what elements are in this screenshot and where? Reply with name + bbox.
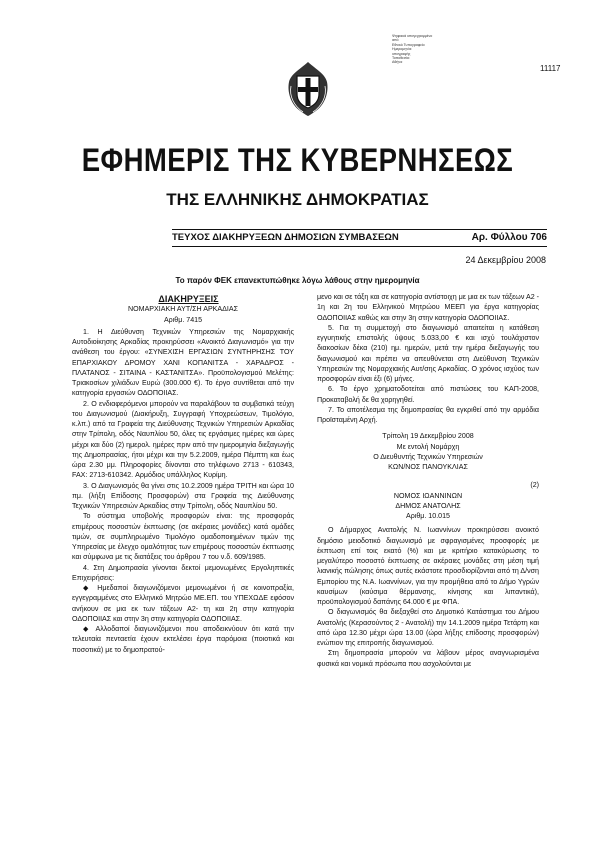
signature-name: ΚΩΝ/ΝΟΣ ΠΑΝΟΥΚΛΙΑΣ: [388, 463, 468, 471]
digital-signature-stamp: [392, 34, 512, 65]
left-column: [72, 294, 294, 655]
stamp-line: Ημερομηνία:: [392, 47, 413, 52]
page-number: 11117: [540, 64, 561, 73]
paragraph: 2. Ο ενδιαφερόμενοι μπορούν να παραλάβουν τα συμβατικά τεύχη του Διαγωνισμού (Διακήρυξη, Συγγραφή Υποχρεώσεων, Τιμολόγιο, κ.λπ.) από τα Γραφεία της Διεύθυνσης Τεχνικών Υπηρεσιών Αρκαδίας στην Τρίπολη, οδός Ναυπλίου 50, όλες τις εργάσιμες ημέρες και ώρες μέχρι και δύο (2) ημερολ. ημέρες πριν από την ημερομηνία διεξαγωγής της Δημοπρασίας, ήτοι μέχρι και την 5.2.2009, ημέρα Πέμπτη και έως ώρα 2.30 μμ. Πληροφορίες δίνονται στο τηλέφωνο 2713 - 610343, FAX: 2713-610342. Αρμόδιος υπάλληλος Κυρίμη.: [72, 399, 294, 480]
signature-order: Με εντολή Νομάρχη: [396, 442, 460, 451]
stamp-line: Τοποθεσία:: [392, 56, 410, 61]
signature-date: Τρίπολη 19 Δεκεμβρίου 2008: [382, 432, 474, 441]
stamp-line: από: [392, 38, 399, 43]
paragraph: 6. Το έργο χρηματοδοτείται από πιστώσεις του ΚΑΠ-2008, Προκαταβολή δε θα χορηγηθεί.: [317, 385, 539, 404]
entry-count: (2): [530, 481, 539, 490]
stamp-line: Αθήνα: [392, 60, 403, 65]
gazette-title: ΕΦΗΜΕΡΙΣ ΤΗΣ ΚΥΒΕΡΝΗΣΕΩΣ: [81, 142, 514, 178]
stamp-line: Ψηφιακά υπογεγραμμένο: [392, 34, 433, 38]
right-column: [317, 292, 539, 669]
paragraph: Ο διαγωνισμός θα διεξαχθεί στο Δημοτικό Κατάστημα του Δήμου Ανατολής (Κερασούντος 2 - Ανατολή) την 14.1.2009 ημέρα Τετάρτη και από ώρα 12.30 μέχρι ώρα 13.00 (ώρα λήξης επίδοσης προσφορών) ενώπιον της επιτροπής διαγωνισμού.: [317, 608, 539, 647]
greek-coat-of-arms-icon: [285, 60, 331, 118]
reprint-notice: Το παρόν ΦΕΚ επανεκτυπώθηκε λόγω λάθους στην ημερομηνία: [175, 276, 420, 285]
authority-name: ΔΗΜΟΣ ΑΝΑΤΟΛΗΣ: [395, 501, 461, 510]
divider: [172, 246, 547, 247]
paragraph: ◆ Αλλοδαποί διαγωνιζόμενοι που αποδεικνύουν ότι κατά την τελευταία πενταετία έχουν εκτελέσει έργα παρόμοια (ποιοτικά και ποσοτικά) με το δημοπρατού-: [72, 625, 294, 654]
reference-number: Αριθμ. 7415: [163, 315, 203, 324]
paragraph: Ο Δήμαρχος Ανατολής Ν. Ιωαννίνων προκηρύσσει ανοικτό δημόσιο μειοδοτικό διαγωνισμό με σφραγισμένες προσφορές με έκπτωση επί τοις εκατό (%) και με κριτήριο κατακύρωσης το μεγαλύτερο ποσοστό έκπτωσης σε ακέραιες μονάδες στη μέση τιμή λιανικής πώλησης όπως αυτές εκάστοτε προσδιορίζονται από τη Δ/νση Εμπορίου της Ν.Α. Ιωαννίνων, για την προμήθεια από το Δήμο Υγρών καυσίμων (καύσιμα θέρμανσης, κίνησης και λιπαντικά), προϋπολογισμού δαπάνης 64.000 € με ΦΠΑ.: [317, 526, 539, 606]
divider: [172, 229, 547, 230]
stamp-line: υπογραφής: [392, 51, 411, 56]
paragraph: Στη δημοπρασία μπορούν να λάβουν μέρος αναγνωρισμένα φυσικά και νομικά πρόσωπα που ασχολούνται με: [317, 649, 539, 668]
issue-series: ΤΕΥΧΟΣ ΔΙΑΚΗΡΥΞΕΩΝ ΔΗΜΟΣΙΩΝ ΣΥΜΒΑΣΕΩΝ: [172, 232, 399, 243]
issue-line: [172, 232, 547, 243]
paragraph: μενο και σε τάξη και σε κατηγορία αντίστοιχη με μια εκ των τάξεων Α2 - 1η και 2η του Ελληνικού Μητρώου ΜΕΕΠ για έργα κατηγορίας ΟΔΟΠΟΙΙΑΣ καθώς και στην 3η στην κατηγορία ΟΔΟΠΟΙΙΑΣ.: [317, 293, 539, 322]
paragraph: 5. Για τη συμμετοχή στο διαγωνισμό απαιτείται η κατάθεση εγγυητικής επιστολής ύψους 5.033,00 € και ισχύ τουλάχιστον διακοσίων δέκα (210) ημ. ημερών, μετά την ημέρα διεξαγωγής του διαγωνισμού και πρέπει να απευθύνεται στη Διεύθυνση Τεχνικών Υπηρεσιών της Νομαρχιακής Αυτ/σης Αρκαδίας. Ο χρόνος ισχύος των προσφορών είναι έξι (6) μήνες.: [317, 323, 539, 383]
gazette-subtitle: ΤΗΣ ΕΛΛΗΝΙΚΗΣ ΔΗΜΟΚΡΑΤΙΑΣ: [166, 190, 429, 209]
authority-name: ΝΟΜΟΣ ΙΩΑΝΝΙΝΩΝ: [393, 491, 463, 500]
reference-number: Αριθμ. 10.015: [405, 512, 450, 520]
sheet-number: Αρ. Φύλλου 706: [471, 232, 547, 243]
paragraph: 7. Το αποτέλεσμα της δημοπρασίας θα εγκριθεί από την αρμόδια Προϊσταμένη Αρχή.: [317, 405, 539, 424]
section-heading: ΔΙΑΚΗΡΥΞΕΙΣ: [158, 294, 219, 304]
authority-name: ΝΟΜΑΡΧΙΑΚΗ ΑΥΤ/ΣΗ ΑΡΚΑΔΙΑΣ: [128, 305, 238, 314]
paragraph: ◆ Ημεδαποί διαγωνιζόμενοι μεμονωμένοι ή σε κοινοπραξία, εγγεγραμμένες στο Ελληνικό Μητρώο ΜΕ.ΕΠ. του ΥΠΕΧΩΔΕ εφόσον ανήκουν σε μια εκ των τάξεων Α2- τη και 2η στην κατηγορία ΟΔΟΠΟΙΙΑΣ και στην 3η στην κατηγορία ΟΔΟΠΟΙΙΑΣ.: [72, 584, 294, 623]
issue-date: 24 Δεκεμβρίου 2008: [465, 255, 546, 265]
stamp-line: Εθνικό Τυπογραφείο: [392, 42, 425, 47]
paragraph: 3. Ο Διαγωνισμός θα γίνει στις 10.2.2009 ημέρα ΤΡΙΤΗ και ώρα 10 πμ. (λήξη Επίδοσης Προσφορών) στα Γραφεία της Διεύθυνσης Τεχνικών Υπηρεσιών Αρκαδίας στην Τρίπολη, οδός Ναυπλίου 50.: [72, 481, 294, 510]
paragraph: 1. Η Διεύθυνση Τεχνικών Υπηρεσιών της Νομαρχιακής Αυτοδιοίκησης Αρκαδίας προκηρύσσει «Ανοικτό Διαγωνισμό» για την ανάθεση του έργου: «ΣΥΝΕΧΙΣΗ ΕΡΓΑΣΙΩΝ ΣΥΝΤΗΡΗΣΗΣ ΤΟΥ ΕΠΑΡΧΙΑΚΟΥ ΔΡΟΜΟΥ ΧΑΝΙ ΚΟΠΑΝΙΤΣΑ - ΧΑΡΑΔΡΟΣ - ΠΛΑΤΑΝΟΣ - ΣΙΤΑΙΝΑ - ΚΑΣΤΑΝΙΤΣΑ». Προϋπολογισμού Μελέτης: Τριακοσίων χιλιάδων Ευρώ (300.000 €). Το έργο συντίθεται από την κατηγορία εργασιών ΟΔΟΠΟΙΙΑΣ.: [72, 327, 294, 398]
paragraph: 4. Στη Δημοπρασία γίνονται δεκτοί μεμονωμένες Εργοληπτικές Επιχειρήσεις:: [72, 563, 294, 582]
paragraph: Το σύστημα υποβολής προσφορών είναι: της προσφοράς επιμέρους ποσοστών έκπτωσης (σε ακέραιες μονάδες) κατά ομάδες τιμών, σε συμπληρωμένο Τιμολόγιο ομαδοποιημένων τιμών της Υπηρεσίας με έλεγχο ομαλότητας των επιμέρους ποσοστών έκπτωσης και σύμφωνα με τις διατάξεις του άρθρου 7 του ν.δ. 609/1985.: [72, 512, 294, 562]
signature-role: Ο Διευθυντής Τεχνικών Υπηρεσιών: [373, 452, 483, 461]
